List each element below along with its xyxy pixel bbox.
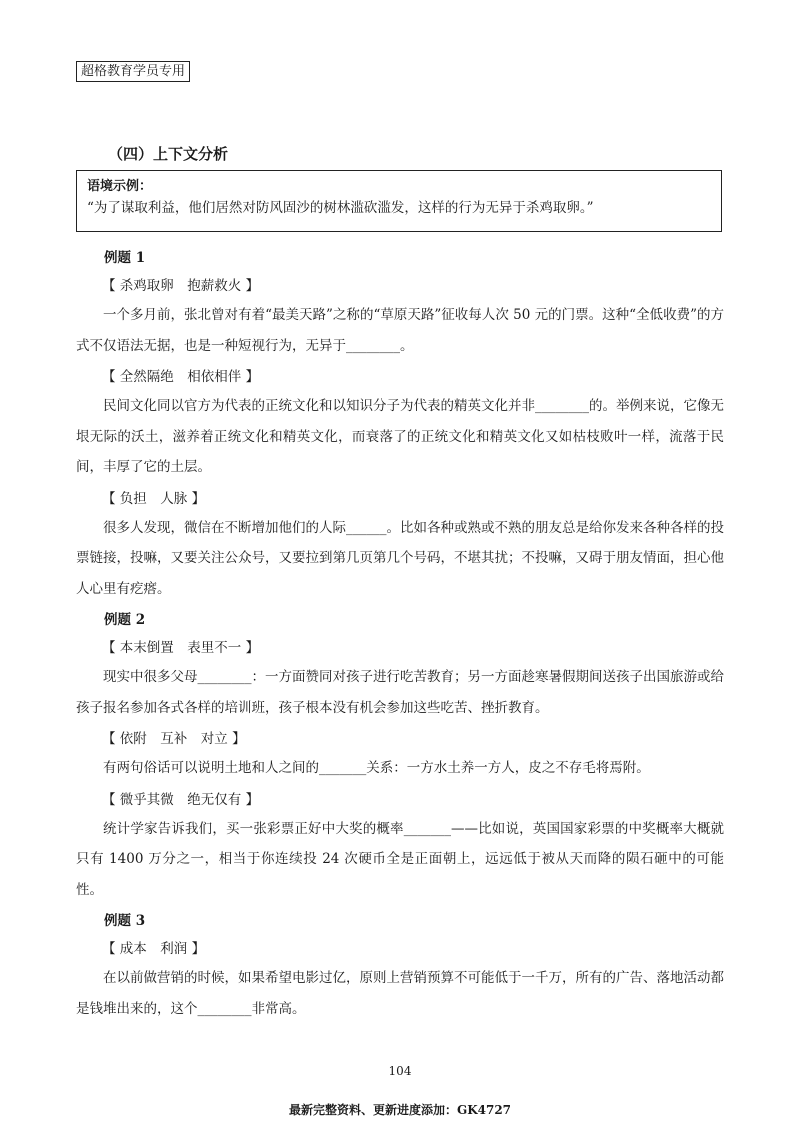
passage-text: 现实中很多父母________：一方面赞同对孩子进行吃苦教育；另一方面趁寒暑假期间送孩子出国旅游或给孩子报名参加各式各样的培训班，孩子根本没有机会参加这些吃苦、挫折教育。 bbox=[76, 669, 724, 716]
footer-note: 最新完整资料、更新进度添加：GK4727 bbox=[288, 1103, 512, 1117]
header-tag: 超格教育学员专用 bbox=[76, 61, 190, 82]
option-words: 【 杀鸡取卵 抱薪救火 】 bbox=[102, 278, 260, 294]
section-title: （四）上下文分析 bbox=[108, 145, 229, 163]
option-words: 【 全然隔绝 相依相伴 】 bbox=[102, 369, 260, 385]
passage-text: 在以前做营销的时候，如果希望电影过亿，原则上营销预算不可能低于一千万，所有的广告、落地活动都是钱堆出来的，这个________非常高。 bbox=[76, 970, 724, 1017]
page-number: 104 bbox=[388, 1064, 412, 1078]
option-words: 【 成本 利润 】 bbox=[102, 941, 206, 957]
context-example-box bbox=[76, 170, 722, 232]
option-words: 【 微乎其微 绝无仅有 】 bbox=[102, 791, 260, 808]
option-words: 【 负担 人脉 】 bbox=[102, 490, 206, 507]
examples-content bbox=[76, 244, 724, 1026]
context-label: 语境示例： bbox=[87, 179, 153, 194]
example-title: 例题 2 bbox=[104, 612, 146, 628]
passage-text: 有两句俗话可以说明土地和人之间的_______关系：一方水土养一方人，皮之不存毛将焉附。 bbox=[103, 760, 650, 776]
passage-text: 一个多月前，张北曾对有着“最美天路”之称的“草原天路”征收每人次 50 元的门票。这种“全低收费”的方式不仅语法无据，也是一种短视行为，无异于________。 bbox=[76, 307, 724, 354]
passage-text: 统计学家告诉我们，买一张彩票正好中大奖的概率_______——比如说，英国国家彩票的中奖概率大概就只有 1400 万分之一，相当于你连续投 24 次硬币全是正面朝上，远远低于被从天而降的陨石砸中的可能性。 bbox=[76, 820, 724, 898]
passage-text: 很多人发现，微信在不断增加他们的人际______。比如各种或熟或不熟的朋友总是给你发来各种各样的投票链接，投嘛，又要关注公众号，又要拉到第几页第几个号码，不堪其扰；不投嘛，又碍于朋友情面，担心他人心里有疙瘩。 bbox=[76, 519, 724, 597]
option-words: 【 依附 互补 对立 】 bbox=[102, 731, 246, 747]
example-title: 例题 3 bbox=[104, 913, 146, 929]
example-title: 例题 1 bbox=[104, 250, 146, 266]
option-words: 【 本末倒置 表里不一 】 bbox=[102, 640, 260, 656]
context-quote: “为了谋取利益，他们居然对防风固沙的树林滥砍滥发，这样的行为无异于杀鸡取卵。” bbox=[87, 200, 594, 216]
passage-text: 民间文化同以官方为代表的正统文化和以知识分子为代表的精英文化并非________的。举例来说，它像无垠无际的沃土，滋养着正统文化和精英文化，而衰落了的正统文化和精英文化又如枯枝败叶一样，流落于民间，丰厚了它的土层。 bbox=[76, 398, 724, 475]
